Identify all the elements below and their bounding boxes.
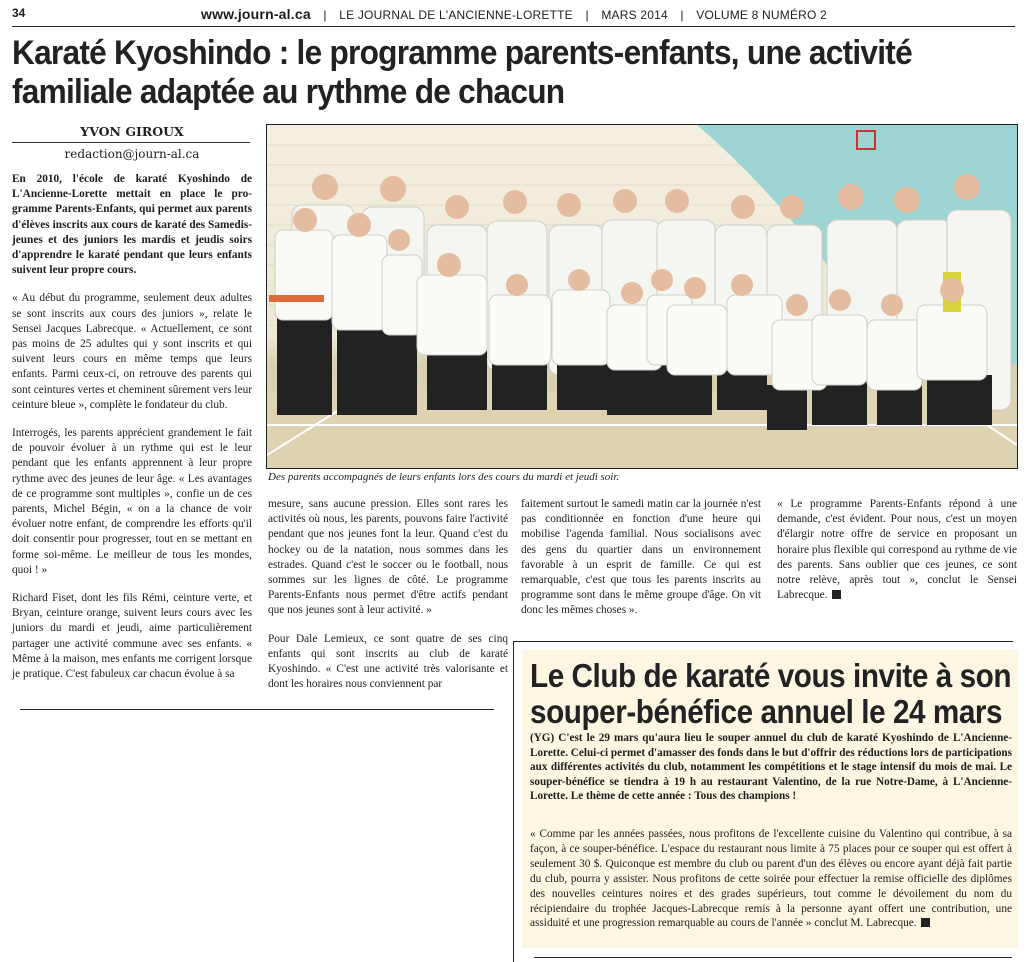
- article-column-4: [777, 497, 1017, 616]
- article-column-1: [12, 172, 252, 695]
- publication-name: LE JOURNAL DE L'ANCIENNE-LORETTE: [339, 8, 573, 22]
- separator: |: [680, 8, 684, 22]
- sidebar-body-paragraph: [530, 827, 1012, 931]
- sidebar-left-rule: [513, 641, 514, 962]
- article-paragraph: faitement surtout le samedi matin car la journée n'est pas conditionnée en fonction d'une heure qui mobilise l'agenda familial. Nous socialisons avec des gens du quartier dans un environnement favorable à un esprit de famille. Ce qui est remarquable, c'est que tous les parents inscrits au programme sont dans le même groupe d'âge. On vit donc les mêmes choses ».: [521, 498, 761, 617]
- article-paragraph-text: « Le programme Parents-Enfants répond à une demande, c'est évident. Pour nous, c'est un moyen d'élargir notre offre de service en proposant un horaire plus flexible qui correspond au rythme de vie des parents. Sans oublier que ces jeunes, ce sont notre relève, après tout », conclut le Sensei Labrecque.: [777, 498, 1017, 602]
- photo-illustration: [267, 125, 1017, 468]
- separator: |: [585, 8, 589, 22]
- article-lead-paragraph: En 2010, l'école de karaté Kyoshindo de L'Ancienne-Lorette mettait en place le programme Parents-Enfants, qui permet aux parents d'élèves inscrits aux cours de karaté des Samedis-jeunes et des juniors les mardis et jeudis soirs d'apprendre le karaté pendant que leurs enfants suivent leur propre cours.: [12, 173, 252, 277]
- sidebar-body-text: « Comme par les années passées, nous profitons de l'excellente cuisine du Valentino qui contribue, à sa façon, à ce souper-bénéfice. L'espace du restaurant nous limite à 75 places pour ce souper qui est offert à seulement 30 $. Quiconque est membre du club ou parent d'un des élèves ou encore ayant déjà fait partie du club, pourra y assister. Nous profitons de cette soirée pour effectuer la remise officielle des diplômes des nouvelles ceintures noires et des grades supérieurs, tout comme le dévoilement du nom du récipiendaire du trophée Jacques-Labrecque remis à la personne ayant offert une contribution, une assiduité et une progression remarquable au cours de l'année » conclut M. Labrecque.: [530, 828, 1012, 930]
- article-paragraph: Interrogés, les parents apprécient grandement le fait de pouvoir évoluer à un rythme qui est le leur pendant que les enfants apprennent à leur propre rythme avec des jeunes de leur âge. « Les avantages de ce programme sont multiples », confie un de ces parents, Michel Bégin, « on a la chance de voir évoluer notre enfant, de comprendre les efforts qu'il doit consentir pour progresser, tout en se mettant en forme soi-même. Le meilleur de tous les mondes, quoi ! »: [12, 427, 252, 576]
- group-photo: [266, 124, 1018, 469]
- end-mark-icon: [832, 590, 841, 599]
- article-headline: Karaté Kyoshindo : le programme parents-enfants, une activité familiale adaptée au rythme de chacun: [12, 34, 912, 111]
- article-paragraph: Richard Fiset, dont les fils Rémi, ceinture verte, et Bryan, ceinture orange, suivent leurs cours avec les juniors du mardi et jeudi, aime particulièrement partager une activité commune avec ses enfants. « Même à la maison, mes enfants me corrigent lorsque je pratique. C'est fabuleux car chacun évolue à sa: [12, 592, 252, 681]
- byline-divider: [12, 142, 250, 143]
- photo-caption: Des parents accompagnés de leurs enfants lors des cours du mardi et jeudi soir.: [268, 471, 620, 483]
- sidebar-bottom-rule: [534, 957, 1012, 958]
- orange-belt: [269, 295, 324, 302]
- site-url[interactable]: www.journ-al.ca: [200, 6, 311, 22]
- page-number: 34: [12, 6, 26, 20]
- article-paragraph: « Au début du programme, seulement deux adultes se sont inscrits aux cours des juniors », relate le Sensei Jacques Labrecque. « Actuellement, ce sont pas moins de 25 adultes qui y sont inscrits et qui suivent leurs cours en même temps que leurs enfants. Parmi ceux-ci, on retrouve des parents qui sont ceintures vertes et cheminent sûrement vers leur ceinture bleue », complète le fondateur du club.: [12, 292, 252, 411]
- author-byline: YVON GIROUX: [80, 124, 184, 139]
- masthead: [0, 6, 1028, 22]
- article-closing-paragraph: [777, 497, 1017, 603]
- sidebar-lead-paragraph: (YG) C'est le 29 mars qu'aura lieu le souper annuel du club de karaté Kyoshindo de L'Ancienne-Lorette. Celui-ci permet d'amasser des fonds dans le but d'offrir des réductions lors de participations aux différentes activités du club, notamment les compétitions et le stage intensif du mois de mai. Le souper-bénéfice se tiendra à 19 h au restaurant Valentino, de la rue Notre-Dame, à L'Ancienne-Lorette. Le thème de cette année : Tous des champions !: [530, 732, 1012, 802]
- article-paragraph: Pour Dale Lemieux, ce sont quatre de ses cinq enfants qui sont inscrits au club de karaté Kyoshindo. « C'est une activité très valorisante et dont les horaires nous conviennent par: [268, 632, 508, 691]
- volume-number: VOLUME 8 NUMÉRO 2: [696, 8, 827, 22]
- issue-date: MARS 2014: [601, 8, 668, 22]
- separator: |: [323, 8, 327, 22]
- author-email[interactable]: redaction@journ-al.ca: [64, 147, 200, 161]
- article-paragraph: mesure, sans aucune pression. Elles sont rares les activités où nous, les parents, pouvons faire l'activité pendant que nos jeunes font la leur. Quand c'est du hockey ou de la natation, nous sommes dans les estrades. Quand c'est le soccer ou le football, nous sommes sur les lignes de côté. Le programme Parents-Enfants nous permet d'être actifs pendant que nos jeunes sont à leur activité. »: [268, 498, 508, 617]
- header-rule: [12, 26, 1015, 27]
- sidebar-headline: Le Club de karaté vous invite à son souper-bénéfice annuel le 24 mars: [530, 657, 1012, 730]
- article-bottom-rule: [20, 709, 494, 710]
- end-mark-icon: [921, 918, 930, 927]
- sidebar-top-rule: [513, 641, 1013, 642]
- article-column-2: [268, 497, 508, 705]
- article-column-3: [521, 497, 761, 632]
